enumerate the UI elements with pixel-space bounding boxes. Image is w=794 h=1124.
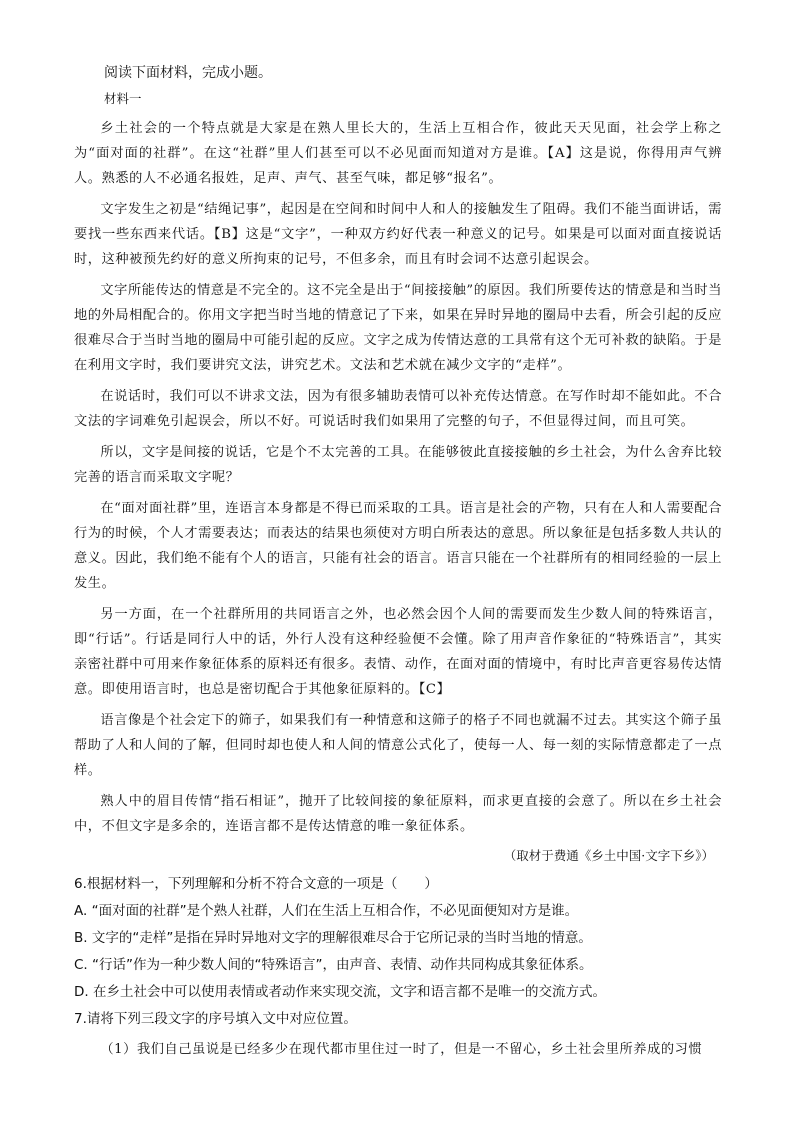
reading-instruction: 阅读下面材料，完成小题。: [104, 65, 272, 81]
material-label: 材料一: [104, 91, 142, 106]
question-6-option-b: B. 文字的“走样”是指在异时异地对文字的理解很难尽合于它所记录的当时当地的情意。: [74, 930, 592, 946]
document-content: [74, 62, 722, 1062]
paragraph-1: 乡土社会的一个特点就是大家是在熟人里长大的，生活上互相合作，彼此天天见面，社会学上称之为“面对面的社群”。在这“社群”里人们甚至可以不必见面而知道对方是谁。【A】这是说，你得用声气辨人。熟悉的人不必通名报姓，足声、声气、甚至气味，都足够“报名”。: [74, 121, 722, 186]
question-6-option-d: D. 在乡土社会中可以使用表情或者动作来实现交流，文字和语言都不是唯一的交流方式。: [74, 984, 606, 1000]
paragraph-7: 另一方面，在一个社群所用的共同语言之外，也必然会因个人间的需要而发生少数人间的特殊语言，即“行话”。行话是同行人中的话，外行人没有这种经验便不会懂。除了用声音作象征的“特殊语言”，其实亲密社群中可用来作象征体系的原料还有很多。表情、动作，在面对面的情境中，有时比声音更容易传达情意。即使用语言时，也总是密切配合于其他象征原料的。【C】: [74, 607, 723, 697]
paragraph-4: 在说话时，我们可以不讲求文法，因为有很多辅助表情可以补充传达情意。在写作时却不能如此。不合文法的字词难免引起误会，所以不好。可说话时我们如果用了完整的句子，不但显得过间，而且可笑。: [74, 389, 722, 429]
paragraph-6: 在“面对面社群”里，连语言本身都是不得已而采取的工具。语言是社会的产物，只有在人和人需要配合行为的时候，个人才需要表达；而表达的结果也须使对方明白所表达的意思。所以象征是包括多数人共认的意义。因此，我们绝不能有个人的语言，只能有社会的语言。语言只能在一个社群所有的相同经验的一层上发生。: [74, 501, 723, 591]
question-7-stem: 7.请将下列三段文字的序号填入文中对应位置。: [74, 1011, 357, 1027]
paragraph-2: 文字发生之初是“结绳记事”，起因是在空间和时间中人和人的接触发生了阻碍。我们不能当面讲话，需要找一些东西来代话。【B】这是“文字”，一种双方约好代表一种意义的记号。如果是可以面对面直接说话时，这种被预先约好的意义所拘束的记号，不但多余，而且有时会词不达意引起误会。: [74, 202, 722, 267]
question-7-sub-1: （1）我们自己虽说是已经多少在现代都市里住过一时了，但是一不留心，乡土社会里所养成的习惯: [100, 1042, 703, 1057]
question-6-stem: 6.根据材料一，下列理解和分析不符合文意的一项是（ ）: [74, 876, 438, 892]
question-6-option-a: A. “面对面的社群”是个熟人社群，人们在生活上互相合作，不必见面便知对方是谁。: [74, 903, 579, 919]
question-6-option-c: C. “行话”作为一种少数人间的“特殊语言”，由声音、表情、动作共同构成其象征体系。: [74, 957, 593, 973]
paragraph-8: 语言像是个社会定下的筛子，如果我们有一种情意和这筛子的格子不同也就漏不过去。其实这个筛子虽帮助了人和人间的了解，但同时却也使人和人间的情意公式化了，使每一人、每一刻的实际情意都走了一点样。: [74, 713, 723, 778]
source-citation: （取材于费通《乡土中国·文字下乡》）: [503, 848, 714, 863]
paragraph-9: 熟人中的眉目传情“指石相证”，抛开了比较间接的象征原料，而求更直接的会意了。所以在乡土社会中，不但文字是多余的，连语言都不是传达情意的唯一象征体系。: [74, 794, 722, 834]
paragraph-5: 所以，文字是间接的说话，它是个不太完善的工具。在能够彼此直接接触的乡土社会，为什么舍弃比较完善的语言而采取文字呢？: [74, 445, 722, 485]
paragraph-3: 文字所能传达的情意是不完全的。这不完全是出于“间接接触”的原因。我们所要传达的情意是和当时当地的外局相配合的。你用文字把当时当地的情意记了下来，如果在异时异地的圈局中去看，所会引起的反应很难尽合于当时当地的圈局中可能引起的反应。文字之成为传情达意的工具常有这个无可补救的缺陷。于是在利用文字时，我们要讲究文法，讲究艺术。文法和艺术就在减少文字的“走样”。: [74, 283, 723, 373]
